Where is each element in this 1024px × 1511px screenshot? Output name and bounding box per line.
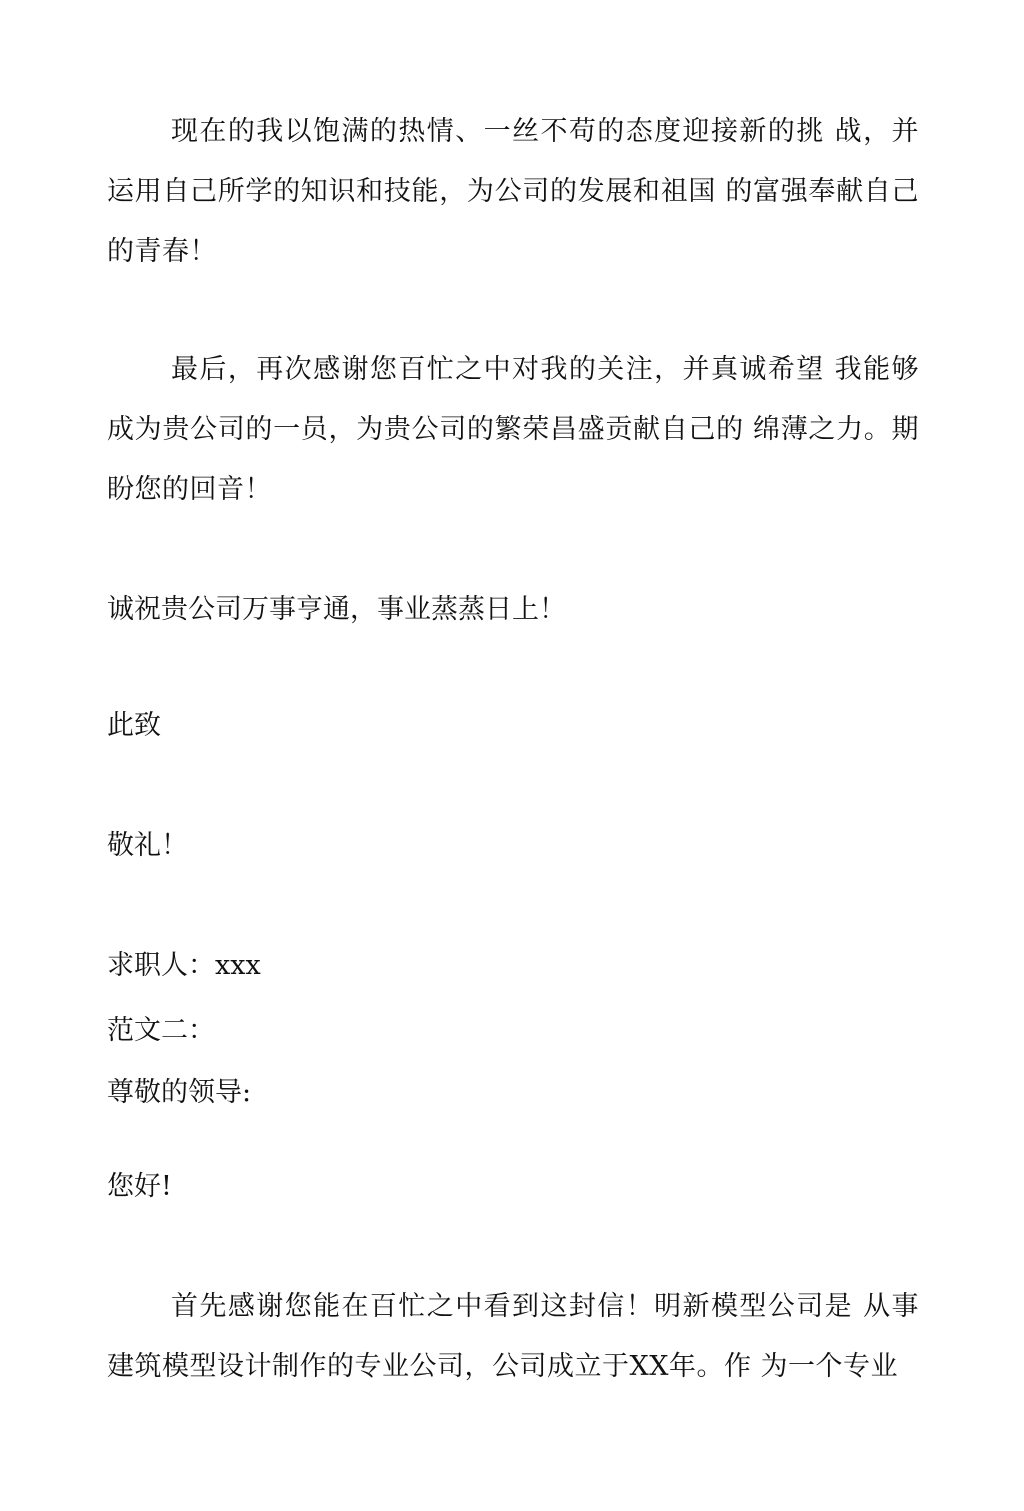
- paragraph-closing-commitment: 现在的我以饱满的热情、一丝不苟的态度迎接新的挑 战，并运用自己所学的知识和技能，为公司的发展和祖国 的富强奉献自己的青春！: [107, 116, 919, 267]
- salutation-jingli: 敬礼！: [107, 830, 188, 861]
- wish-line: 诚祝贵公司万事亨通，事业蒸蒸日上！: [107, 594, 566, 625]
- applicant-signature: 求职人：xxx: [107, 950, 261, 981]
- paragraph-final-thanks: 最后，再次感谢您百忙之中对我的关注，并真诚希望 我能够成为贵公司的一员，为贵公司的繁荣昌盛贡献自己的 绵薄之力。期盼您的回音！: [107, 354, 919, 505]
- salutation-cizhi: 此致: [107, 710, 161, 741]
- greeting-respected-leader: 尊敬的领导:: [107, 1077, 252, 1108]
- sample-two-heading: 范文二：: [107, 1015, 215, 1046]
- paragraph-company-intro: 首先感谢您能在百忙之中看到这封信！明新模型公司是 从事建筑模型设计制作的专业公司，公司成立于XX年。作 为一个专业: [107, 1291, 919, 1382]
- greeting-hello: 您好!: [107, 1171, 172, 1202]
